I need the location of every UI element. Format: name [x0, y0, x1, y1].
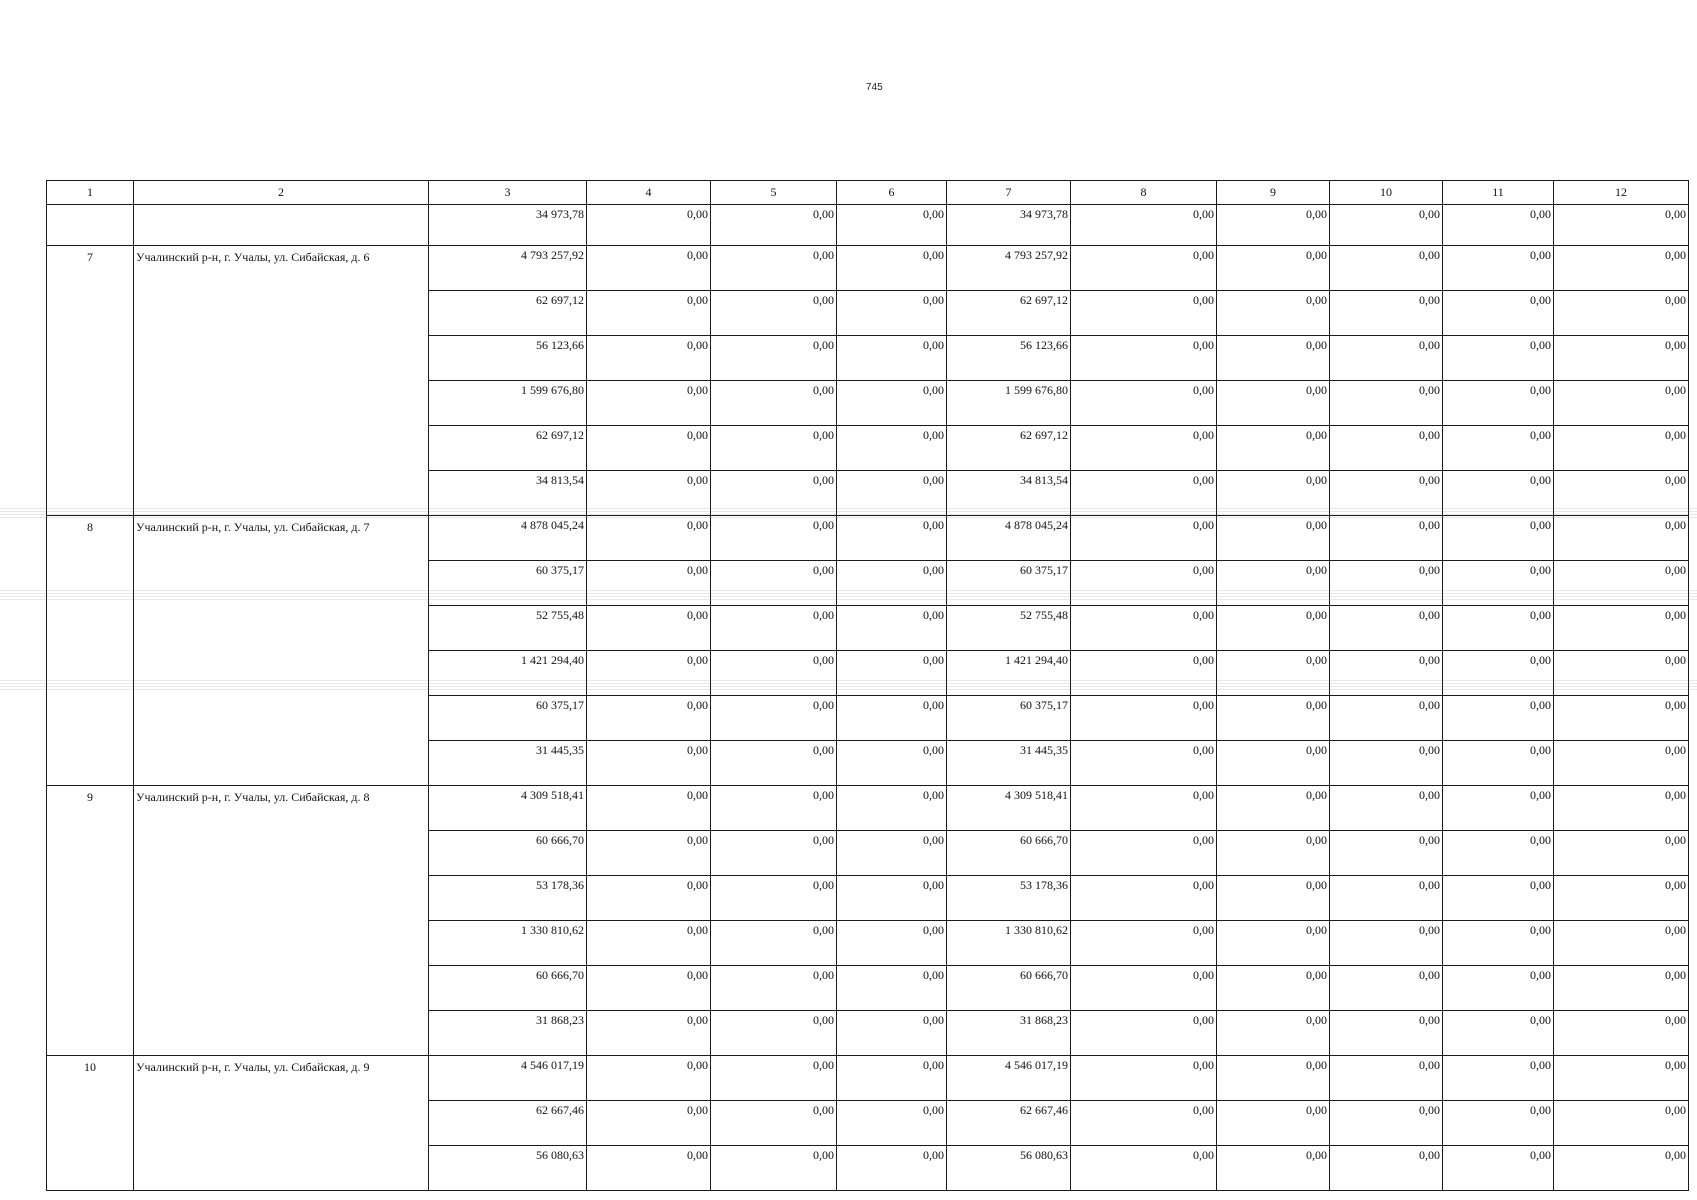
address-cell: Учалинский р-н, г. Учалы, ул. Сибайская, д. 7 [134, 516, 429, 786]
value-cell: 1 421 294,40 [947, 651, 1071, 696]
value-cell: 0,00 [837, 966, 947, 1011]
page-number: 745 [866, 82, 883, 93]
value-cell: 34 813,54 [947, 471, 1071, 516]
table-row [47, 516, 1689, 561]
value-cell: 0,00 [711, 1146, 837, 1191]
value-cell: 0,00 [1443, 471, 1554, 516]
value-cell: 0,00 [1443, 651, 1554, 696]
value-cell: 0,00 [1071, 831, 1217, 876]
value-cell: 0,00 [1071, 426, 1217, 471]
column-header: 12 [1554, 181, 1689, 205]
value-cell: 0,00 [1554, 921, 1689, 966]
value-cell: 52 755,48 [429, 606, 587, 651]
value-cell: 0,00 [837, 471, 947, 516]
value-cell: 0,00 [1443, 381, 1554, 426]
value-cell: 60 375,17 [429, 696, 587, 741]
value-cell: 0,00 [587, 336, 711, 381]
value-cell: 0,00 [1217, 606, 1330, 651]
value-cell: 0,00 [837, 291, 947, 336]
value-cell: 0,00 [1330, 516, 1443, 561]
value-cell: 0,00 [1554, 336, 1689, 381]
value-cell: 0,00 [1443, 1101, 1554, 1146]
value-cell: 0,00 [1071, 786, 1217, 831]
value-cell: 0,00 [1554, 291, 1689, 336]
value-cell: 0,00 [587, 561, 711, 606]
value-cell: 60 375,17 [947, 561, 1071, 606]
value-cell: 0,00 [1071, 381, 1217, 426]
value-cell: 0,00 [1330, 205, 1443, 246]
value-cell: 0,00 [1443, 831, 1554, 876]
value-cell: 0,00 [1330, 336, 1443, 381]
value-cell: 0,00 [587, 831, 711, 876]
column-header: 7 [947, 181, 1071, 205]
value-cell: 4 309 518,41 [429, 786, 587, 831]
value-cell: 0,00 [1330, 426, 1443, 471]
value-cell: 0,00 [1554, 831, 1689, 876]
value-cell: 1 599 676,80 [429, 381, 587, 426]
value-cell: 0,00 [837, 1011, 947, 1056]
value-cell: 0,00 [711, 786, 837, 831]
value-cell: 0,00 [711, 205, 837, 246]
value-cell: 0,00 [1330, 381, 1443, 426]
value-cell: 0,00 [1443, 561, 1554, 606]
address-cell: Учалинский р-н, г. Учалы, ул. Сибайская, д. 9 [134, 1056, 429, 1191]
column-header: 3 [429, 181, 587, 205]
row-index-cell: 9 [47, 786, 134, 1056]
value-cell: 0,00 [587, 651, 711, 696]
value-cell: 0,00 [1330, 1146, 1443, 1191]
column-header: 11 [1443, 181, 1554, 205]
value-cell: 0,00 [1330, 606, 1443, 651]
value-cell: 0,00 [1330, 246, 1443, 291]
value-cell: 0,00 [1443, 426, 1554, 471]
value-cell: 0,00 [711, 741, 837, 786]
value-cell: 0,00 [1443, 696, 1554, 741]
value-cell: 53 178,36 [429, 876, 587, 921]
value-cell: 0,00 [1330, 966, 1443, 1011]
value-cell: 0,00 [1330, 1011, 1443, 1056]
value-cell: 0,00 [1330, 786, 1443, 831]
value-cell: 62 667,46 [429, 1101, 587, 1146]
value-cell: 1 330 810,62 [429, 921, 587, 966]
data-table [46, 180, 1689, 1191]
value-cell: 0,00 [837, 876, 947, 921]
value-cell: 1 599 676,80 [947, 381, 1071, 426]
value-cell: 0,00 [711, 471, 837, 516]
value-cell: 0,00 [1554, 606, 1689, 651]
value-cell: 0,00 [1217, 246, 1330, 291]
value-cell: 0,00 [837, 1056, 947, 1101]
value-cell: 0,00 [587, 246, 711, 291]
value-cell: 0,00 [1330, 1101, 1443, 1146]
value-cell: 0,00 [587, 741, 711, 786]
value-cell: 4 878 045,24 [947, 516, 1071, 561]
value-cell: 0,00 [1330, 291, 1443, 336]
value-cell: 0,00 [1217, 561, 1330, 606]
value-cell: 34 813,54 [429, 471, 587, 516]
value-cell: 0,00 [1554, 561, 1689, 606]
value-cell: 0,00 [1330, 561, 1443, 606]
value-cell: 0,00 [1443, 1146, 1554, 1191]
value-cell: 0,00 [837, 786, 947, 831]
value-cell: 0,00 [1217, 831, 1330, 876]
value-cell: 0,00 [1071, 1056, 1217, 1101]
value-cell: 0,00 [1554, 786, 1689, 831]
column-header: 4 [587, 181, 711, 205]
table-row [47, 786, 1689, 831]
value-cell: 0,00 [1554, 1146, 1689, 1191]
value-cell: 0,00 [711, 1101, 837, 1146]
value-cell: 0,00 [587, 516, 711, 561]
value-cell: 0,00 [1217, 426, 1330, 471]
value-cell: 0,00 [711, 336, 837, 381]
value-cell: 0,00 [837, 1146, 947, 1191]
value-cell: 0,00 [711, 291, 837, 336]
value-cell: 0,00 [1071, 246, 1217, 291]
value-cell: 0,00 [1554, 426, 1689, 471]
column-header: 9 [1217, 181, 1330, 205]
value-cell: 0,00 [1217, 516, 1330, 561]
value-cell: 0,00 [1554, 741, 1689, 786]
value-cell: 0,00 [711, 831, 837, 876]
column-header: 1 [47, 181, 134, 205]
value-cell: 0,00 [837, 246, 947, 291]
column-header: 8 [1071, 181, 1217, 205]
table-row [47, 205, 1689, 246]
value-cell: 0,00 [1217, 471, 1330, 516]
value-cell: 0,00 [711, 651, 837, 696]
value-cell: 0,00 [711, 921, 837, 966]
value-cell: 0,00 [1330, 696, 1443, 741]
value-cell: 0,00 [1330, 741, 1443, 786]
value-cell: 1 330 810,62 [947, 921, 1071, 966]
value-cell: 0,00 [1071, 876, 1217, 921]
value-cell: 0,00 [1554, 381, 1689, 426]
value-cell: 56 080,63 [429, 1146, 587, 1191]
value-cell: 0,00 [1443, 336, 1554, 381]
value-cell: 0,00 [1554, 1101, 1689, 1146]
value-cell: 0,00 [1554, 651, 1689, 696]
value-cell: 0,00 [1217, 1101, 1330, 1146]
value-cell: 62 667,46 [947, 1101, 1071, 1146]
value-cell: 56 123,66 [429, 336, 587, 381]
value-cell: 0,00 [1554, 516, 1689, 561]
value-cell: 0,00 [1554, 696, 1689, 741]
column-header: 2 [134, 181, 429, 205]
value-cell: 0,00 [711, 381, 837, 426]
value-cell: 0,00 [1071, 1146, 1217, 1191]
value-cell: 0,00 [1217, 696, 1330, 741]
value-cell: 0,00 [587, 291, 711, 336]
value-cell: 0,00 [837, 921, 947, 966]
header-row [47, 181, 1689, 205]
value-cell: 0,00 [587, 1056, 711, 1101]
value-cell: 0,00 [837, 606, 947, 651]
value-cell: 0,00 [1554, 471, 1689, 516]
value-cell: 0,00 [1071, 336, 1217, 381]
value-cell: 0,00 [711, 606, 837, 651]
value-cell: 62 697,12 [947, 426, 1071, 471]
value-cell: 0,00 [837, 1101, 947, 1146]
value-cell: 0,00 [1554, 1056, 1689, 1101]
value-cell: 4 546 017,19 [947, 1056, 1071, 1101]
value-cell: 0,00 [837, 516, 947, 561]
value-cell: 31 868,23 [429, 1011, 587, 1056]
value-cell: 0,00 [1443, 516, 1554, 561]
value-cell: 0,00 [1330, 921, 1443, 966]
value-cell: 0,00 [1443, 606, 1554, 651]
value-cell: 0,00 [711, 561, 837, 606]
value-cell: 60 375,17 [947, 696, 1071, 741]
value-cell: 0,00 [1217, 381, 1330, 426]
value-cell: 0,00 [1443, 921, 1554, 966]
value-cell: 0,00 [1071, 1011, 1217, 1056]
value-cell: 0,00 [587, 921, 711, 966]
value-cell: 31 445,35 [429, 741, 587, 786]
value-cell: 0,00 [837, 561, 947, 606]
value-cell: 0,00 [1217, 205, 1330, 246]
value-cell: 0,00 [587, 1146, 711, 1191]
value-cell: 0,00 [1443, 291, 1554, 336]
value-cell: 62 697,12 [429, 291, 587, 336]
value-cell: 0,00 [1217, 651, 1330, 696]
address-cell [134, 205, 429, 246]
value-cell: 0,00 [837, 381, 947, 426]
value-cell: 0,00 [1217, 921, 1330, 966]
value-cell: 0,00 [837, 426, 947, 471]
value-cell: 0,00 [1071, 606, 1217, 651]
value-cell: 60 666,70 [429, 831, 587, 876]
value-cell: 0,00 [1071, 651, 1217, 696]
value-cell: 0,00 [1217, 966, 1330, 1011]
value-cell: 0,00 [1330, 651, 1443, 696]
table-row [47, 246, 1689, 291]
value-cell: 60 666,70 [429, 966, 587, 1011]
value-cell: 31 868,23 [947, 1011, 1071, 1056]
value-cell: 0,00 [1443, 966, 1554, 1011]
value-cell: 0,00 [1217, 291, 1330, 336]
value-cell: 0,00 [837, 651, 947, 696]
value-cell: 0,00 [587, 1011, 711, 1056]
value-cell: 0,00 [1071, 921, 1217, 966]
value-cell: 0,00 [1071, 205, 1217, 246]
value-cell: 0,00 [1071, 1101, 1217, 1146]
value-cell: 1 421 294,40 [429, 651, 587, 696]
value-cell: 0,00 [1071, 561, 1217, 606]
index-cell [47, 205, 134, 246]
value-cell: 0,00 [1554, 246, 1689, 291]
address-cell: Учалинский р-н, г. Учалы, ул. Сибайская, д. 6 [134, 246, 429, 516]
value-cell: 0,00 [1330, 471, 1443, 516]
value-cell: 0,00 [1554, 1011, 1689, 1056]
value-cell: 0,00 [1217, 1146, 1330, 1191]
value-cell: 0,00 [587, 471, 711, 516]
value-cell: 0,00 [1217, 876, 1330, 921]
value-cell: 0,00 [711, 246, 837, 291]
value-cell: 52 755,48 [947, 606, 1071, 651]
value-cell: 0,00 [711, 1011, 837, 1056]
value-cell: 0,00 [711, 966, 837, 1011]
value-cell: 0,00 [1071, 471, 1217, 516]
value-cell: 60 666,70 [947, 966, 1071, 1011]
value-cell: 0,00 [1443, 786, 1554, 831]
column-header: 6 [837, 181, 947, 205]
value-cell: 0,00 [587, 381, 711, 426]
value-cell: 0,00 [587, 1101, 711, 1146]
value-cell: 0,00 [837, 336, 947, 381]
value-cell: 0,00 [711, 696, 837, 741]
value-cell: 0,00 [837, 696, 947, 741]
value-cell: 0,00 [1554, 966, 1689, 1011]
row-index-cell: 7 [47, 246, 134, 516]
value-cell: 0,00 [1443, 246, 1554, 291]
value-cell: 0,00 [587, 786, 711, 831]
value-cell: 0,00 [1217, 741, 1330, 786]
value-cell: 34 973,78 [947, 205, 1071, 246]
value-cell: 60 375,17 [429, 561, 587, 606]
value-cell: 0,00 [1217, 1056, 1330, 1101]
value-cell: 0,00 [837, 741, 947, 786]
table-row [47, 1056, 1689, 1101]
value-cell: 0,00 [1554, 876, 1689, 921]
column-header: 10 [1330, 181, 1443, 205]
row-index-cell: 8 [47, 516, 134, 786]
value-cell: 0,00 [587, 205, 711, 246]
value-cell: 4 309 518,41 [947, 786, 1071, 831]
value-cell: 0,00 [837, 831, 947, 876]
value-cell: 0,00 [1443, 205, 1554, 246]
value-cell: 56 080,63 [947, 1146, 1071, 1191]
value-cell: 0,00 [1554, 205, 1689, 246]
value-cell: 4 546 017,19 [429, 1056, 587, 1101]
value-cell: 62 697,12 [429, 426, 587, 471]
value-cell: 0,00 [1071, 741, 1217, 786]
value-cell: 4 793 257,92 [947, 246, 1071, 291]
value-cell: 0,00 [1443, 741, 1554, 786]
value-cell: 0,00 [1443, 876, 1554, 921]
value-cell: 0,00 [1330, 876, 1443, 921]
row-index-cell: 10 [47, 1056, 134, 1191]
value-cell: 0,00 [587, 606, 711, 651]
value-cell: 0,00 [587, 426, 711, 471]
value-cell: 0,00 [1217, 1011, 1330, 1056]
value-cell: 0,00 [711, 1056, 837, 1101]
value-cell: 31 445,35 [947, 741, 1071, 786]
value-cell: 56 123,66 [947, 336, 1071, 381]
value-cell: 0,00 [1330, 831, 1443, 876]
value-cell: 0,00 [837, 205, 947, 246]
value-cell: 60 666,70 [947, 831, 1071, 876]
value-cell: 0,00 [1443, 1011, 1554, 1056]
value-cell: 0,00 [587, 966, 711, 1011]
value-cell: 0,00 [1071, 291, 1217, 336]
value-cell: 53 178,36 [947, 876, 1071, 921]
value-cell: 0,00 [1443, 1056, 1554, 1101]
value-cell: 4 878 045,24 [429, 516, 587, 561]
column-header: 5 [711, 181, 837, 205]
value-cell: 0,00 [1071, 516, 1217, 561]
value-cell: 0,00 [1330, 1056, 1443, 1101]
value-cell: 34 973,78 [429, 205, 587, 246]
value-cell: 4 793 257,92 [429, 246, 587, 291]
value-cell: 0,00 [587, 876, 711, 921]
value-cell: 62 697,12 [947, 291, 1071, 336]
value-cell: 0,00 [1071, 696, 1217, 741]
value-cell: 0,00 [1217, 786, 1330, 831]
value-cell: 0,00 [711, 516, 837, 561]
value-cell: 0,00 [711, 876, 837, 921]
value-cell: 0,00 [1217, 336, 1330, 381]
value-cell: 0,00 [587, 696, 711, 741]
address-cell: Учалинский р-н, г. Учалы, ул. Сибайская, д. 8 [134, 786, 429, 1056]
value-cell: 0,00 [711, 426, 837, 471]
value-cell: 0,00 [1071, 966, 1217, 1011]
